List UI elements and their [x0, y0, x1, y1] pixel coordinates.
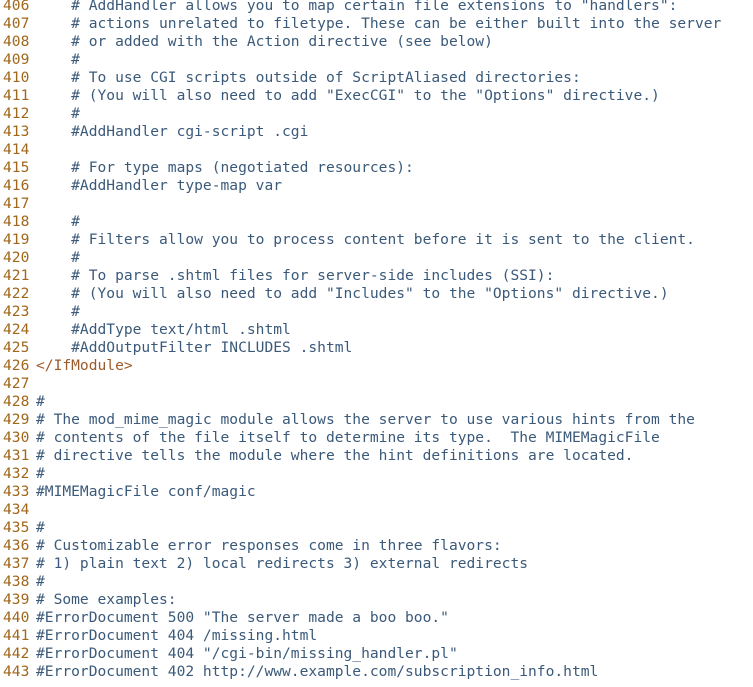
code-line[interactable] [0, 0, 753, 15]
code-line[interactable] [0, 267, 753, 285]
comment-text[interactable]: # Filters allow you to process content before it is sent to the client. [36, 231, 695, 248]
line-number: 406 [3, 0, 30, 14]
line-number: 437 [3, 555, 30, 572]
line-number: 442 [3, 645, 30, 662]
comment-text[interactable]: #AddType text/html .shtml [36, 321, 291, 338]
comment-text[interactable]: # The mod_mime_magic module allows the server to use various hints from the [36, 411, 695, 428]
code-line[interactable] [0, 195, 753, 213]
code-line[interactable] [0, 51, 753, 69]
comment-text[interactable]: # For type maps (negotiated resources): [36, 159, 414, 176]
comment-text[interactable] [36, 375, 753, 393]
code-line[interactable] [0, 141, 753, 159]
comment-text[interactable]: # [36, 105, 80, 122]
code-line[interactable] [0, 483, 753, 501]
line-number: 432 [3, 465, 30, 482]
code-line[interactable] [0, 33, 753, 51]
comment-text[interactable]: # [36, 465, 45, 482]
line-number: 419 [3, 231, 30, 248]
code-line[interactable] [0, 123, 753, 141]
code-line[interactable] [0, 555, 753, 573]
line-number: 427 [3, 375, 30, 392]
code-line[interactable] [0, 87, 753, 105]
code-line[interactable] [0, 249, 753, 267]
line-number: 423 [3, 303, 30, 320]
line-number: 443 [3, 663, 30, 680]
code-line[interactable] [0, 105, 753, 123]
code-line[interactable] [0, 663, 753, 681]
comment-text[interactable]: #AddOutputFilter INCLUDES .shtml [36, 339, 353, 356]
line-number: 408 [3, 33, 30, 50]
code-line[interactable] [0, 159, 753, 177]
code-line[interactable] [0, 231, 753, 249]
code-line[interactable] [0, 15, 753, 33]
code-line[interactable] [0, 321, 753, 339]
line-number: 440 [3, 609, 30, 626]
line-number: 414 [3, 141, 30, 158]
line-number: 407 [3, 15, 30, 32]
line-number: 433 [3, 483, 30, 500]
comment-text[interactable]: #ErrorDocument 404 "/cgi-bin/missing_handler.pl" [36, 645, 458, 662]
comment-text[interactable]: # (You will also need to add "ExecCGI" to the "Options" directive.) [36, 87, 660, 104]
comment-text[interactable]: # [36, 519, 45, 536]
line-number: 412 [3, 105, 30, 122]
line-number: 426 [3, 357, 30, 374]
code-line[interactable] [0, 213, 753, 231]
line-number: 416 [3, 177, 30, 194]
code-line[interactable] [0, 609, 753, 627]
code-line[interactable] [0, 645, 753, 663]
code-line[interactable] [0, 501, 753, 519]
line-number: 417 [3, 195, 30, 212]
comment-text[interactable]: # To use CGI scripts outside of ScriptAliased directories: [36, 69, 581, 86]
comment-text[interactable]: # (You will also need to add "Includes" to the "Options" directive.) [36, 285, 669, 302]
comment-text[interactable]: # actions unrelated to filetype. These can be either built into the server [36, 15, 722, 32]
line-number: 435 [3, 519, 30, 536]
code-line[interactable] [0, 537, 753, 555]
line-number: 439 [3, 591, 30, 608]
comment-text[interactable]: # [36, 573, 45, 590]
comment-text[interactable] [36, 501, 753, 519]
comment-text[interactable]: # AddHandler allows you to map certain file extensions to "handlers": [36, 0, 678, 14]
line-number: 421 [3, 267, 30, 284]
line-number: 429 [3, 411, 30, 428]
code-line[interactable] [0, 411, 753, 429]
closing-tag-text[interactable]: </IfModule> [36, 357, 133, 374]
code-line[interactable] [0, 303, 753, 321]
line-number: 420 [3, 249, 30, 266]
code-line[interactable] [0, 375, 753, 393]
comment-text[interactable]: #AddHandler type-map var [36, 177, 283, 194]
comment-text[interactable]: # directive tells the module where the hint definitions are located. [36, 447, 634, 464]
code-line[interactable] [0, 573, 753, 591]
line-number: 438 [3, 573, 30, 590]
comment-text[interactable]: # [36, 51, 80, 68]
comment-text[interactable]: # To parse .shtml files for server-side includes (SSI): [36, 267, 555, 284]
line-number: 410 [3, 69, 30, 86]
comment-text[interactable] [36, 141, 753, 159]
code-line[interactable] [0, 339, 753, 357]
code-line[interactable] [0, 69, 753, 87]
line-number: 431 [3, 447, 30, 464]
code-line[interactable] [0, 393, 753, 411]
comment-text[interactable]: #ErrorDocument 404 /missing.html [36, 627, 318, 644]
comment-text[interactable]: # Some examples: [36, 591, 177, 608]
comment-text[interactable] [36, 195, 753, 213]
code-line[interactable] [0, 429, 753, 447]
comment-text[interactable]: # 1) plain text 2) local redirects 3) external redirects [36, 555, 529, 572]
line-number: 411 [3, 87, 30, 104]
code-line[interactable] [0, 447, 753, 465]
code-line[interactable] [0, 357, 753, 375]
comment-text[interactable]: #ErrorDocument 500 "The server made a boo boo." [36, 609, 449, 626]
line-number: 409 [3, 51, 30, 68]
line-number: 441 [3, 627, 30, 644]
comment-text[interactable]: # [36, 249, 80, 266]
line-number: 418 [3, 213, 30, 230]
line-number: 415 [3, 159, 30, 176]
line-number: 425 [3, 339, 30, 356]
line-number: 422 [3, 285, 30, 302]
comment-text[interactable]: #AddHandler cgi-script .cgi [36, 123, 309, 140]
code-line[interactable] [0, 627, 753, 645]
comment-text[interactable]: # or added with the Action directive (see below) [36, 33, 493, 50]
comment-text[interactable]: # contents of the file itself to determine its type. The MIMEMagicFile [36, 429, 660, 446]
line-number: 413 [3, 123, 30, 140]
comment-text[interactable]: #ErrorDocument 402 http://www.example.com/subscription_info.html [36, 663, 599, 680]
line-number: 428 [3, 393, 30, 410]
line-number: 424 [3, 321, 30, 338]
comment-text[interactable]: #MIMEMagicFile conf/magic [36, 483, 256, 500]
line-number: 436 [3, 537, 30, 554]
line-number: 434 [3, 501, 30, 518]
comment-text[interactable]: # Customizable error responses come in three flavors: [36, 537, 502, 554]
comment-text[interactable]: # [36, 213, 80, 230]
comment-text[interactable]: # [36, 393, 45, 410]
code-line[interactable] [0, 465, 753, 483]
code-line[interactable] [0, 285, 753, 303]
code-line[interactable] [0, 591, 753, 609]
code-line[interactable] [0, 177, 753, 195]
code-line[interactable] [0, 519, 753, 537]
comment-text[interactable]: # [36, 303, 80, 320]
line-number: 430 [3, 429, 30, 446]
